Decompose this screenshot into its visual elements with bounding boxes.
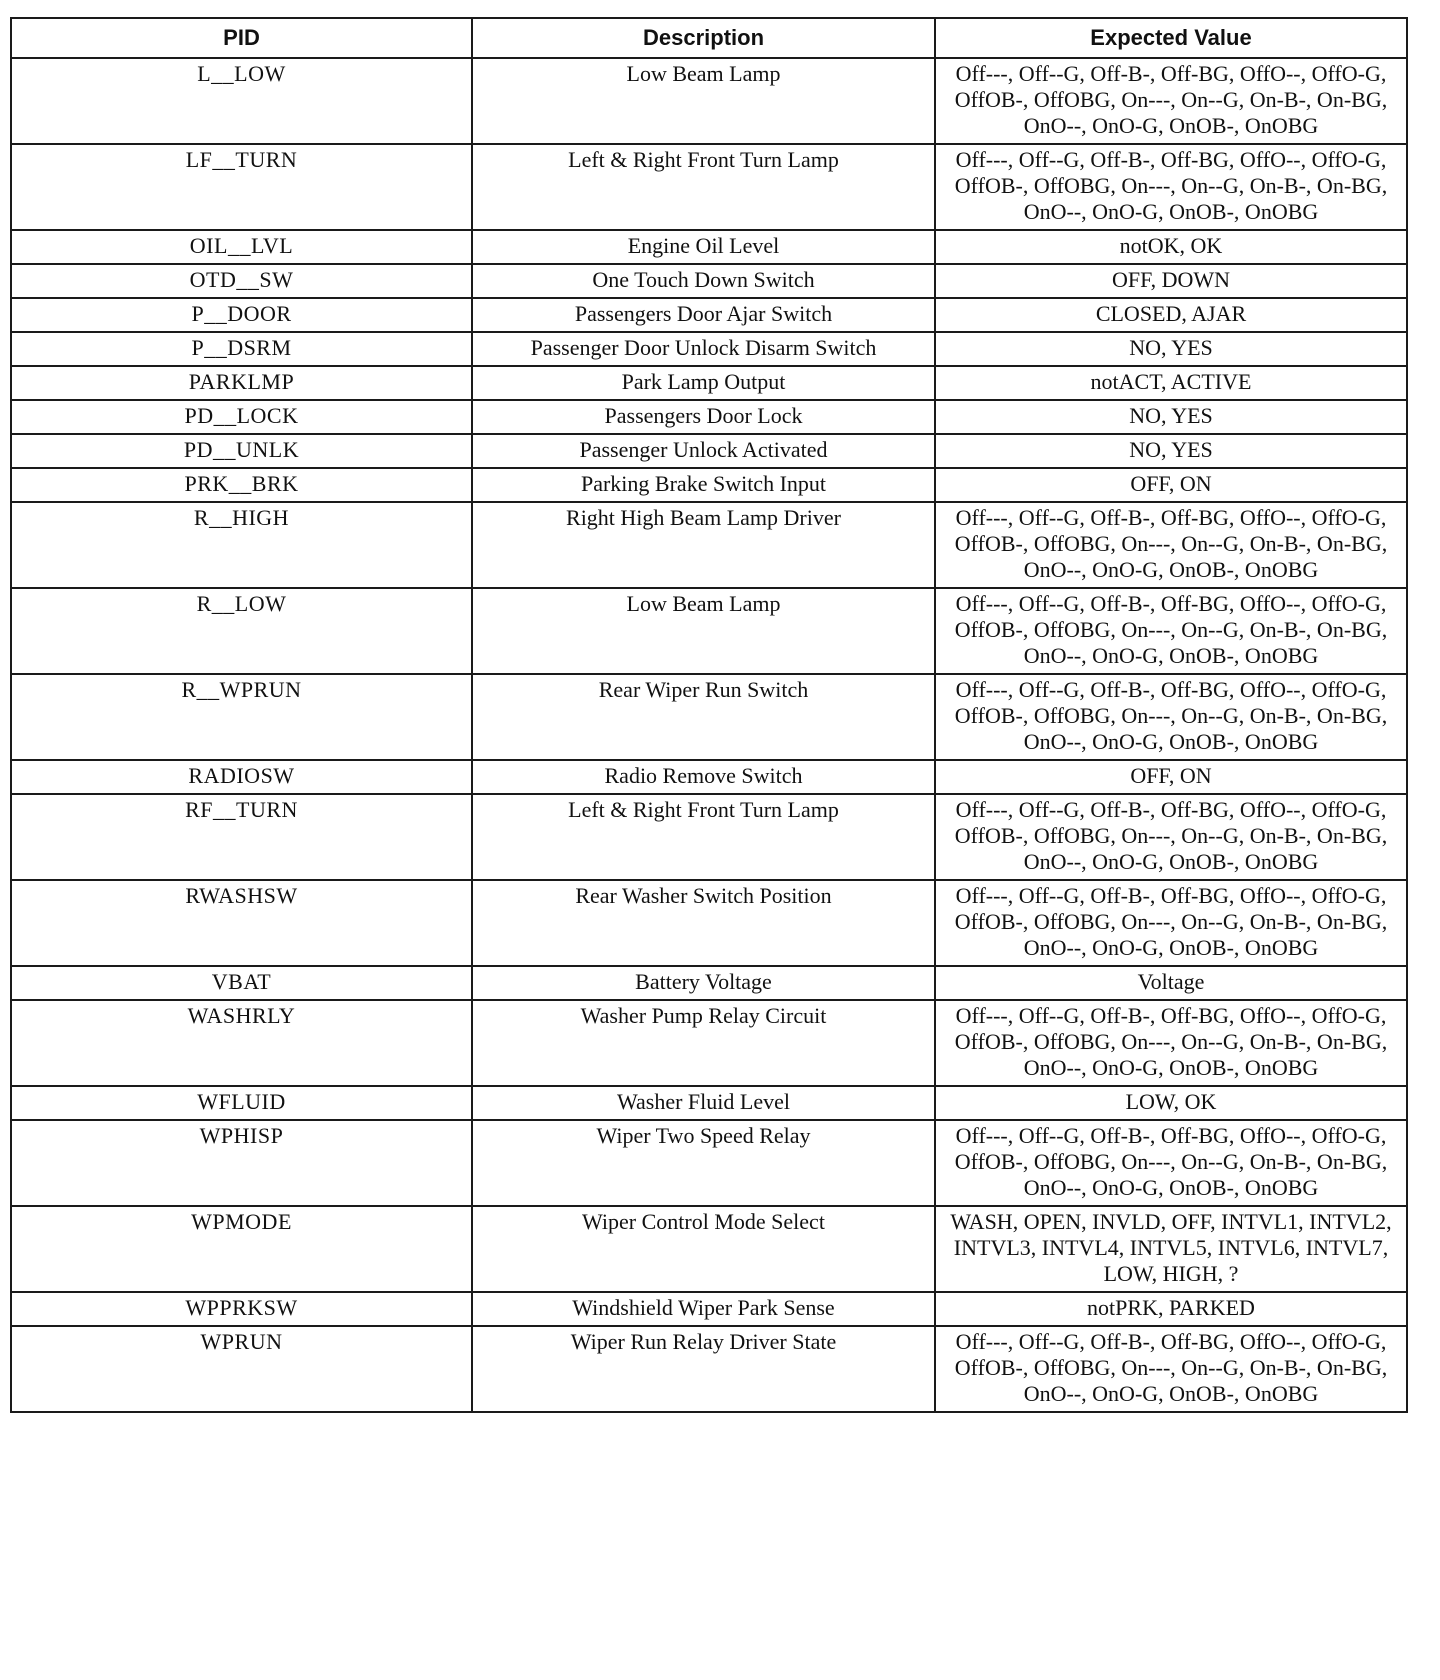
table-row [11, 144, 1407, 230]
table-row [11, 674, 1407, 760]
expected-value-cell: OFF, ON [935, 468, 1407, 502]
table-row [11, 1086, 1407, 1120]
table-row [11, 794, 1407, 880]
pid-cell: PARKLMP [11, 366, 472, 400]
description-cell: Radio Remove Switch [472, 760, 935, 794]
description-cell: Wiper Run Relay Driver State [472, 1326, 935, 1412]
description-cell: Wiper Control Mode Select [472, 1206, 935, 1292]
description-cell: Rear Wiper Run Switch [472, 674, 935, 760]
table-header [11, 18, 1407, 58]
pid-cell: R__LOW [11, 588, 472, 674]
pid-cell: WPPRKSW [11, 1292, 472, 1326]
expected-value-cell: notACT, ACTIVE [935, 366, 1407, 400]
expected-value-cell: Off---, Off--G, Off-B-, Off-BG, OffO--, OffO-G, OffOB-, OffOBG, On---, On--G, On-B-, On-BG, OnO--, OnO-G, OnOB-, OnOBG [935, 1326, 1407, 1412]
description-cell: Windshield Wiper Park Sense [472, 1292, 935, 1326]
description-cell: Passengers Door Ajar Switch [472, 298, 935, 332]
expected-value-cell: notOK, OK [935, 230, 1407, 264]
description-cell: Passenger Door Unlock Disarm Switch [472, 332, 935, 366]
table-row [11, 298, 1407, 332]
pid-cell: R__HIGH [11, 502, 472, 588]
expected-value-cell: Off---, Off--G, Off-B-, Off-BG, OffO--, OffO-G, OffOB-, OffOBG, On---, On--G, On-B-, On-BG, OnO--, OnO-G, OnOB-, OnOBG [935, 880, 1407, 966]
description-column-header: Description [472, 18, 935, 58]
description-cell: Engine Oil Level [472, 230, 935, 264]
description-cell: Battery Voltage [472, 966, 935, 1000]
description-cell: Washer Fluid Level [472, 1086, 935, 1120]
table-row [11, 760, 1407, 794]
table-row [11, 434, 1407, 468]
pid-cell: RF__TURN [11, 794, 472, 880]
expected-value-cell: notPRK, PARKED [935, 1292, 1407, 1326]
description-cell: Wiper Two Speed Relay [472, 1120, 935, 1206]
pid-reference-sheet [10, 17, 1406, 1413]
pid-cell: WFLUID [11, 1086, 472, 1120]
description-cell: Park Lamp Output [472, 366, 935, 400]
expected-value-cell: Off---, Off--G, Off-B-, Off-BG, OffO--, OffO-G, OffOB-, OffOBG, On---, On--G, On-B-, On-BG, OnO--, OnO-G, OnOB-, OnOBG [935, 588, 1407, 674]
pid-cell: L__LOW [11, 58, 472, 144]
pid-cell: P__DSRM [11, 332, 472, 366]
pid-cell: OIL__LVL [11, 230, 472, 264]
table-row [11, 588, 1407, 674]
expected-value-cell: WASH, OPEN, INVLD, OFF, INTVL1, INTVL2, INTVL3, INTVL4, INTVL5, INTVL6, INTVL7, LOW, HIGH, ? [935, 1206, 1407, 1292]
header-row [11, 18, 1407, 58]
expected-value-cell: Off---, Off--G, Off-B-, Off-BG, OffO--, OffO-G, OffOB-, OffOBG, On---, On--G, On-B-, On-BG, OnO--, OnO-G, OnOB-, OnOBG [935, 1000, 1407, 1086]
table-row [11, 1292, 1407, 1326]
expected-value-cell: NO, YES [935, 332, 1407, 366]
pid-cell: WPRUN [11, 1326, 472, 1412]
description-cell: One Touch Down Switch [472, 264, 935, 298]
table-row [11, 966, 1407, 1000]
description-cell: Passenger Unlock Activated [472, 434, 935, 468]
pid-cell: PD__UNLK [11, 434, 472, 468]
description-cell: Rear Washer Switch Position [472, 880, 935, 966]
expected-value-cell: OFF, DOWN [935, 264, 1407, 298]
table-row [11, 468, 1407, 502]
table-row [11, 58, 1407, 144]
pid-cell: P__DOOR [11, 298, 472, 332]
expected-value-cell: OFF, ON [935, 760, 1407, 794]
description-cell: Washer Pump Relay Circuit [472, 1000, 935, 1086]
description-cell: Left & Right Front Turn Lamp [472, 794, 935, 880]
expected-value-cell: NO, YES [935, 400, 1407, 434]
expected-value-cell: LOW, OK [935, 1086, 1407, 1120]
description-cell: Low Beam Lamp [472, 58, 935, 144]
table-row [11, 230, 1407, 264]
expected-value-cell: Off---, Off--G, Off-B-, Off-BG, OffO--, OffO-G, OffOB-, OffOBG, On---, On--G, On-B-, On-BG, OnO--, OnO-G, OnOB-, OnOBG [935, 144, 1407, 230]
description-cell: Right High Beam Lamp Driver [472, 502, 935, 588]
table-row [11, 332, 1407, 366]
expected-value-cell: Voltage [935, 966, 1407, 1000]
table-row [11, 1326, 1407, 1412]
expected-value-cell: Off---, Off--G, Off-B-, Off-BG, OffO--, OffO-G, OffOB-, OffOBG, On---, On--G, On-B-, On-BG, OnO--, OnO-G, OnOB-, OnOBG [935, 674, 1407, 760]
expected-value-cell: Off---, Off--G, Off-B-, Off-BG, OffO--, OffO-G, OffOB-, OffOBG, On---, On--G, On-B-, On-BG, OnO--, OnO-G, OnOB-, OnOBG [935, 1120, 1407, 1206]
expected-value-column-header: Expected Value [935, 18, 1407, 58]
expected-value-cell: NO, YES [935, 434, 1407, 468]
table-body [11, 58, 1407, 1412]
pid-cell: R__WPRUN [11, 674, 472, 760]
table-row [11, 880, 1407, 966]
description-cell: Low Beam Lamp [472, 588, 935, 674]
expected-value-cell: CLOSED, AJAR [935, 298, 1407, 332]
table-row [11, 366, 1407, 400]
pid-cell: OTD__SW [11, 264, 472, 298]
table-row [11, 400, 1407, 434]
table-row [11, 1000, 1407, 1086]
table-row [11, 1206, 1407, 1292]
pid-cell: RWASHSW [11, 880, 472, 966]
description-cell: Parking Brake Switch Input [472, 468, 935, 502]
pid-cell: PRK__BRK [11, 468, 472, 502]
expected-value-cell: Off---, Off--G, Off-B-, Off-BG, OffO--, OffO-G, OffOB-, OffOBG, On---, On--G, On-B-, On-BG, OnO--, OnO-G, OnOB-, OnOBG [935, 58, 1407, 144]
table-row [11, 502, 1407, 588]
table-row [11, 1120, 1407, 1206]
table-row [11, 264, 1407, 298]
pid-cell: WPMODE [11, 1206, 472, 1292]
description-cell: Left & Right Front Turn Lamp [472, 144, 935, 230]
pid-column-header: PID [11, 18, 472, 58]
pid-cell: WPHISP [11, 1120, 472, 1206]
pid-cell: LF__TURN [11, 144, 472, 230]
pid-cell: PD__LOCK [11, 400, 472, 434]
pid-cell: WASHRLY [11, 1000, 472, 1086]
pid-cell: RADIOSW [11, 760, 472, 794]
pid-table [10, 17, 1408, 1413]
expected-value-cell: Off---, Off--G, Off-B-, Off-BG, OffO--, OffO-G, OffOB-, OffOBG, On---, On--G, On-B-, On-BG, OnO--, OnO-G, OnOB-, OnOBG [935, 794, 1407, 880]
expected-value-cell: Off---, Off--G, Off-B-, Off-BG, OffO--, OffO-G, OffOB-, OffOBG, On---, On--G, On-B-, On-BG, OnO--, OnO-G, OnOB-, OnOBG [935, 502, 1407, 588]
pid-cell: VBAT [11, 966, 472, 1000]
description-cell: Passengers Door Lock [472, 400, 935, 434]
